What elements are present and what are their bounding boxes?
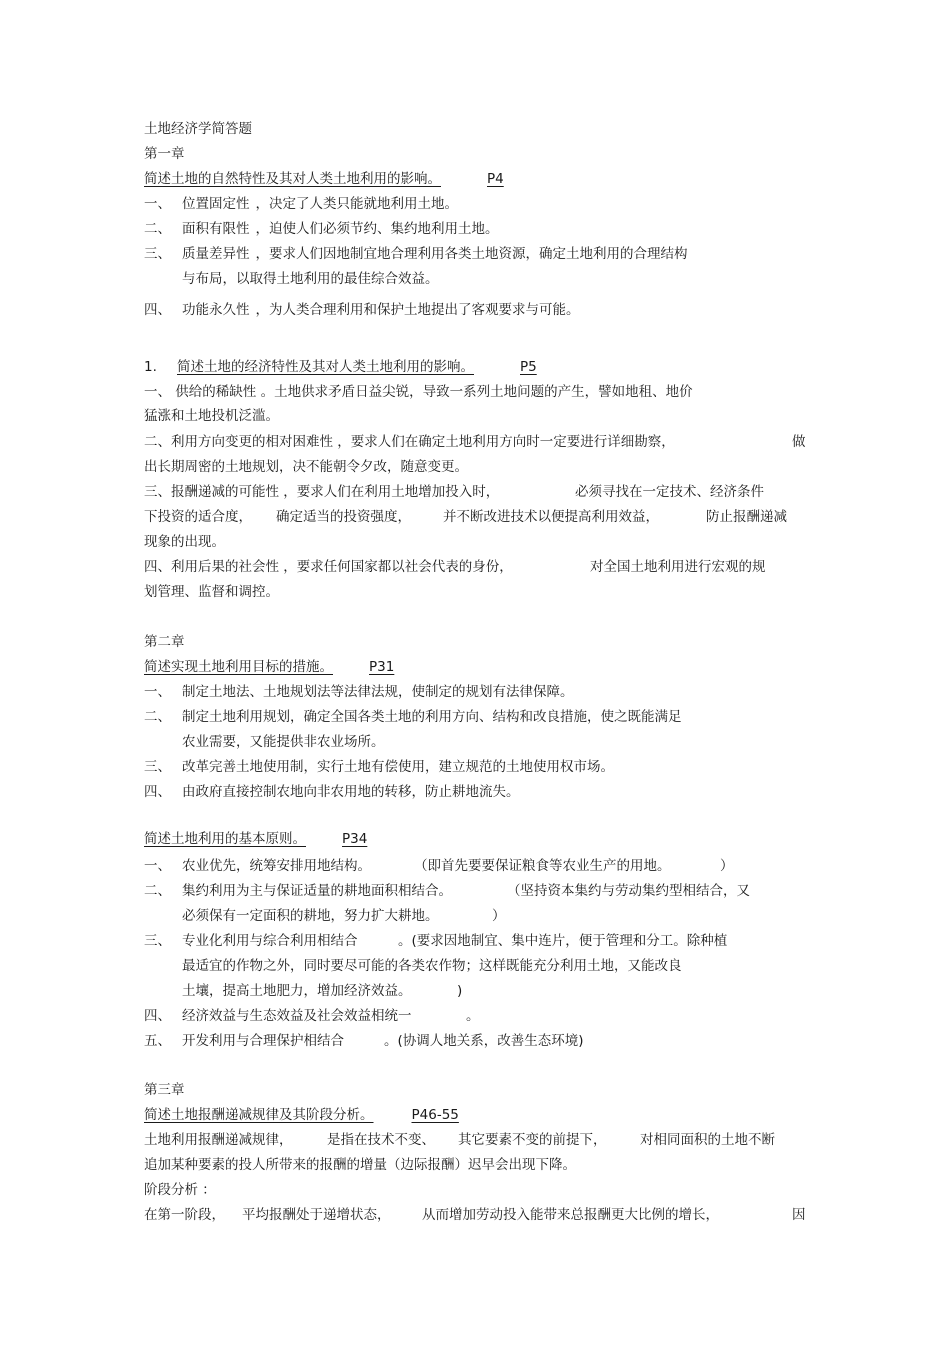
chapter-2-heading: 第二章 bbox=[144, 634, 185, 650]
list-item-number: 四、 bbox=[144, 302, 171, 318]
question-text: 简述土地报酬递减规律及其阶段分析。 bbox=[144, 1107, 374, 1123]
ch3-question-1 bbox=[144, 1106, 459, 1124]
ch2-question-2 bbox=[144, 830, 367, 848]
question-text: 简述土地的经济特性及其对人类土地利用的影响。 bbox=[177, 359, 474, 375]
list-item: 专业化利用与综合利用相结合 bbox=[182, 933, 358, 949]
ch1-question-2 bbox=[177, 358, 537, 376]
list-item-note: （坚持资本集约与劳动集约型相结合，又 bbox=[507, 883, 750, 899]
item-separator: ， bbox=[255, 221, 269, 237]
item-text: 迫使人们必须节约、集约地利用土地。 bbox=[269, 221, 499, 237]
list-item-number: 五、 bbox=[144, 1033, 171, 1049]
paragraph-line: 阶段分析 ： bbox=[144, 1182, 216, 1198]
question-page-ref: P46-55 bbox=[411, 1107, 459, 1123]
list-item-continuation: 最适宜的作物之外，同时要尽可能的各类农作物；这样既能充分利用土地，又能改良 bbox=[182, 958, 682, 974]
paragraph-line: 追加某种要素的投人所带来的报酬的增量（边际报酬）迟早会出现下降。 bbox=[144, 1157, 576, 1173]
item-label: 质量差异性 bbox=[182, 246, 250, 262]
chapter-3-heading: 第三章 bbox=[144, 1082, 185, 1098]
list-item: 集约利用为主与保证适量的耕地面积相结合。 bbox=[182, 883, 452, 899]
list-item: 由政府直接控制农地向非农用地的转移，防止耕地流失。 bbox=[182, 784, 520, 800]
list-item-number: 二、 bbox=[144, 883, 171, 899]
list-item-continuation: 必须保有一定面积的耕地，努力扩大耕地。 bbox=[182, 908, 439, 924]
paragraph-line: 在第一阶段， bbox=[144, 1207, 225, 1223]
item-separator: ， bbox=[255, 246, 269, 262]
paragraph-line: 对相同面积的土地不断 bbox=[640, 1132, 775, 1148]
list-item-note: 。(要求因地制宜、集中连片，便于管理和分工。除种植 bbox=[398, 933, 728, 949]
paragraph-line: 三、报酬递减的可能性 ，要求人们在利用土地增加投入时， bbox=[144, 484, 500, 500]
list-item-note-close: ） bbox=[492, 908, 506, 924]
list-item-note: （即首先要要保证粮食等农业生产的用地。 bbox=[414, 858, 671, 874]
list-item: 开发利用与合理保护相结合 bbox=[182, 1033, 344, 1049]
paragraph-line: 下投资的适合度， bbox=[144, 509, 252, 525]
item-text: 决定了人类只能就地利用土地。 bbox=[269, 196, 458, 212]
question-page-ref: P4 bbox=[487, 171, 504, 187]
chapter-1-heading: 第一章 bbox=[144, 146, 185, 162]
paragraph-line: 其它要素不变的前提下， bbox=[458, 1132, 607, 1148]
list-item-note: 。 bbox=[466, 1008, 480, 1024]
list-item-note-close: ） bbox=[720, 858, 734, 874]
list-item: 制定土地利用规划，确定全国各类土地的利用方向、结构和改良措施，使之既能满足 bbox=[182, 709, 682, 725]
item-label: 位置固定性 bbox=[182, 196, 250, 212]
list-item-number: 一、 bbox=[144, 684, 171, 700]
list-item: 制定土地法、土地规划法等法律法规，使制定的规划有法律保障。 bbox=[182, 684, 574, 700]
list-item-number: 一、 bbox=[144, 858, 171, 874]
list-item: 农业优先，统筹安排用地结构。 bbox=[182, 858, 371, 874]
list-item-number: 二、 bbox=[144, 221, 171, 237]
list-item-note-close: ) bbox=[457, 983, 463, 999]
paragraph-line: 必须寻找在一定技术、经济条件 bbox=[575, 484, 764, 500]
item-text: 为人类合理利用和保护土地提出了客观要求与可能。 bbox=[269, 302, 580, 318]
question-number: 1. bbox=[144, 359, 157, 375]
paragraph-line: 一、 供给的稀缺性 。土地供求矛盾日益尖锐，导致一系列土地问题的产生，譬如地租、地价 bbox=[144, 384, 693, 400]
paragraph-line: 确定适当的投资强度， bbox=[276, 509, 411, 525]
item-separator: ， bbox=[255, 302, 269, 318]
paragraph-line: 二、利用方向变更的相对困难性 ，要求人们在确定土地利用方向时一定要进行详细勘察， bbox=[144, 434, 675, 450]
question-text: 简述土地利用的基本原则。 bbox=[144, 831, 306, 847]
list-item bbox=[182, 220, 499, 238]
paragraph-line: 防止报酬递减 bbox=[706, 509, 787, 525]
list-item: 改革完善土地使用制，实行土地有偿使用，建立规范的土地使用权市场。 bbox=[182, 759, 614, 775]
paragraph-line: 因 bbox=[792, 1207, 806, 1223]
list-item-note: 。(协调人地关系，改善生态环境) bbox=[384, 1033, 584, 1049]
list-item-continuation: 与布局，以取得土地利用的最佳综合效益。 bbox=[182, 271, 439, 287]
paragraph-line: 对全国土地利用进行宏观的规 bbox=[590, 559, 766, 575]
paragraph-line: 土地利用报酬递减规律， bbox=[144, 1132, 293, 1148]
list-item bbox=[182, 301, 580, 319]
item-label: 功能永久性 bbox=[182, 302, 250, 318]
list-item bbox=[182, 245, 688, 263]
paragraph-line: 猛涨和土地投机泛滥。 bbox=[144, 408, 279, 424]
question-page-ref: P5 bbox=[520, 359, 537, 375]
paragraph-line: 并不断改进技术以便提高利用效益， bbox=[443, 509, 659, 525]
paragraph-line: 从而增加劳动投入能带来总报酬更大比例的增长， bbox=[422, 1207, 719, 1223]
paragraph-line: 出长期周密的土地规划，决不能朝令夕改，随意变更。 bbox=[144, 459, 468, 475]
list-item-number: 二、 bbox=[144, 709, 171, 725]
list-item-number: 三、 bbox=[144, 759, 171, 775]
list-item-continuation: 农业需要，又能提供非农业场所。 bbox=[182, 734, 385, 750]
list-item-number: 三、 bbox=[144, 246, 171, 262]
list-item-number: 一、 bbox=[144, 196, 171, 212]
item-text: 要求人们因地制宜地合理利用各类土地资源，确定土地利用的合理结构 bbox=[269, 246, 688, 262]
list-item-number: 四、 bbox=[144, 784, 171, 800]
list-item-continuation: 土壤，提高土地肥力，增加经济效益。 bbox=[182, 983, 412, 999]
question-text: 简述土地的自然特性及其对人类土地利用的影响。 bbox=[144, 171, 441, 187]
question-page-ref: P31 bbox=[369, 659, 395, 675]
item-label: 面积有限性 bbox=[182, 221, 250, 237]
ch1-question-1 bbox=[144, 170, 504, 188]
item-separator: ， bbox=[255, 196, 269, 212]
ch2-question-1 bbox=[144, 658, 394, 676]
list-item-number: 三、 bbox=[144, 933, 171, 949]
list-item-number: 四、 bbox=[144, 1008, 171, 1024]
paragraph-line: 四、利用后果的社会性 ，要求任何国家都以社会代表的身份， bbox=[144, 559, 513, 575]
doc-title: 土地经济学简答题 bbox=[144, 121, 252, 137]
paragraph-line: 平均报酬处于递增状态， bbox=[242, 1207, 391, 1223]
question-page-ref: P34 bbox=[342, 831, 368, 847]
paragraph-line: 划管理、监督和调控。 bbox=[144, 584, 279, 600]
list-item bbox=[182, 195, 458, 213]
paragraph-line: 现象的出现。 bbox=[144, 534, 225, 550]
paragraph-line: 是指在技术不变、 bbox=[327, 1132, 435, 1148]
question-text: 简述实现土地利用目标的措施。 bbox=[144, 659, 333, 675]
paragraph-line: 做 bbox=[792, 434, 806, 450]
list-item: 经济效益与生态效益及社会效益相统一 bbox=[182, 1008, 412, 1024]
